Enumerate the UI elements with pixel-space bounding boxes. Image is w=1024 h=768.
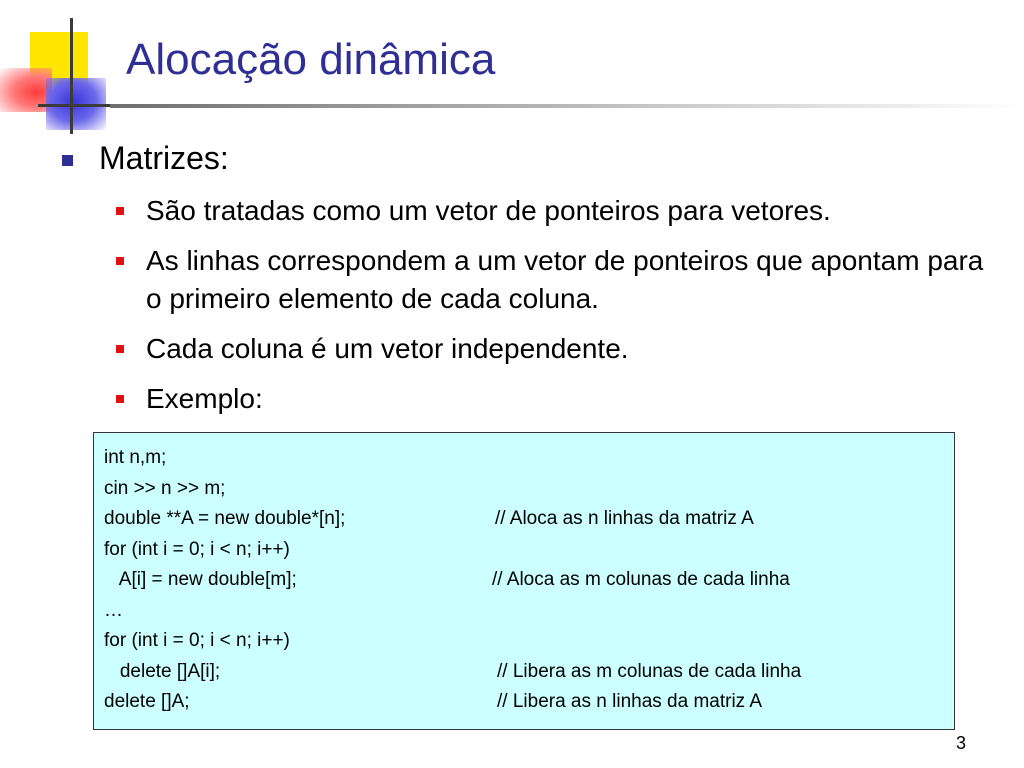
code-text: for (int i = 0; i < n; i++) [104, 538, 290, 560]
square-bullet-icon [62, 155, 73, 166]
code-text: … [104, 599, 123, 621]
code-comment: // Libera as n linhas da matriz A [497, 691, 763, 712]
vertical-line [70, 18, 73, 134]
code-comment: // Aloca as m colunas de cada linha [492, 569, 790, 590]
code-text: delete []A; [104, 691, 190, 712]
square-bullet-icon [116, 395, 124, 403]
sub-bullet-item [116, 242, 996, 318]
square-bullet-icon [116, 207, 124, 215]
code-line [104, 539, 954, 570]
square-bullet-icon [116, 345, 124, 353]
bullet-text-matrizes: Matrizes: [99, 140, 229, 176]
code-line [104, 630, 954, 661]
code-text: int n,m; [104, 447, 167, 468]
sub-bullet-text: Exemplo: [146, 383, 263, 414]
code-line [104, 569, 954, 600]
sub-bullet-item [116, 380, 996, 418]
code-line [104, 600, 954, 631]
square-bullet-icon [116, 257, 124, 265]
title-underline [110, 104, 1024, 108]
logo-decoration [0, 0, 120, 140]
code-text: cin >> n >> m; [104, 477, 226, 499]
bullet-item-level1 [62, 140, 229, 177]
code-comment: // Aloca as n linhas da matriz A [495, 508, 754, 529]
sub-bullet-text: As linhas correspondem a um vetor de ponteiros que apontam para o primeiro elemento de cada coluna. [146, 245, 984, 314]
code-text: A[i] = new double[m]; [104, 569, 297, 590]
code-text: for (int i = 0; i < n; i++) [104, 630, 290, 651]
sub-bullet-list [116, 192, 996, 430]
sub-bullet-item [116, 330, 996, 368]
horizontal-line [38, 104, 120, 107]
sub-bullet-text: Cada coluna é um vetor independente. [146, 333, 629, 364]
page-number: 3 [955, 733, 966, 753]
code-example-box [93, 432, 955, 730]
slide-title: Alocação dinâmica [126, 35, 496, 84]
sub-bullet-item [116, 192, 996, 230]
code-line [104, 478, 954, 509]
code-comment: // Libera as m colunas de cada linha [497, 660, 802, 682]
code-text: delete []A[i]; [104, 660, 221, 682]
code-line [104, 661, 954, 692]
sub-bullet-text: São tratadas como um vetor de ponteiros para vetores. [146, 195, 831, 226]
code-line [104, 447, 954, 478]
code-line [104, 508, 954, 539]
code-text: double **A = new double*[n]; [104, 508, 346, 529]
code-line [104, 691, 954, 722]
